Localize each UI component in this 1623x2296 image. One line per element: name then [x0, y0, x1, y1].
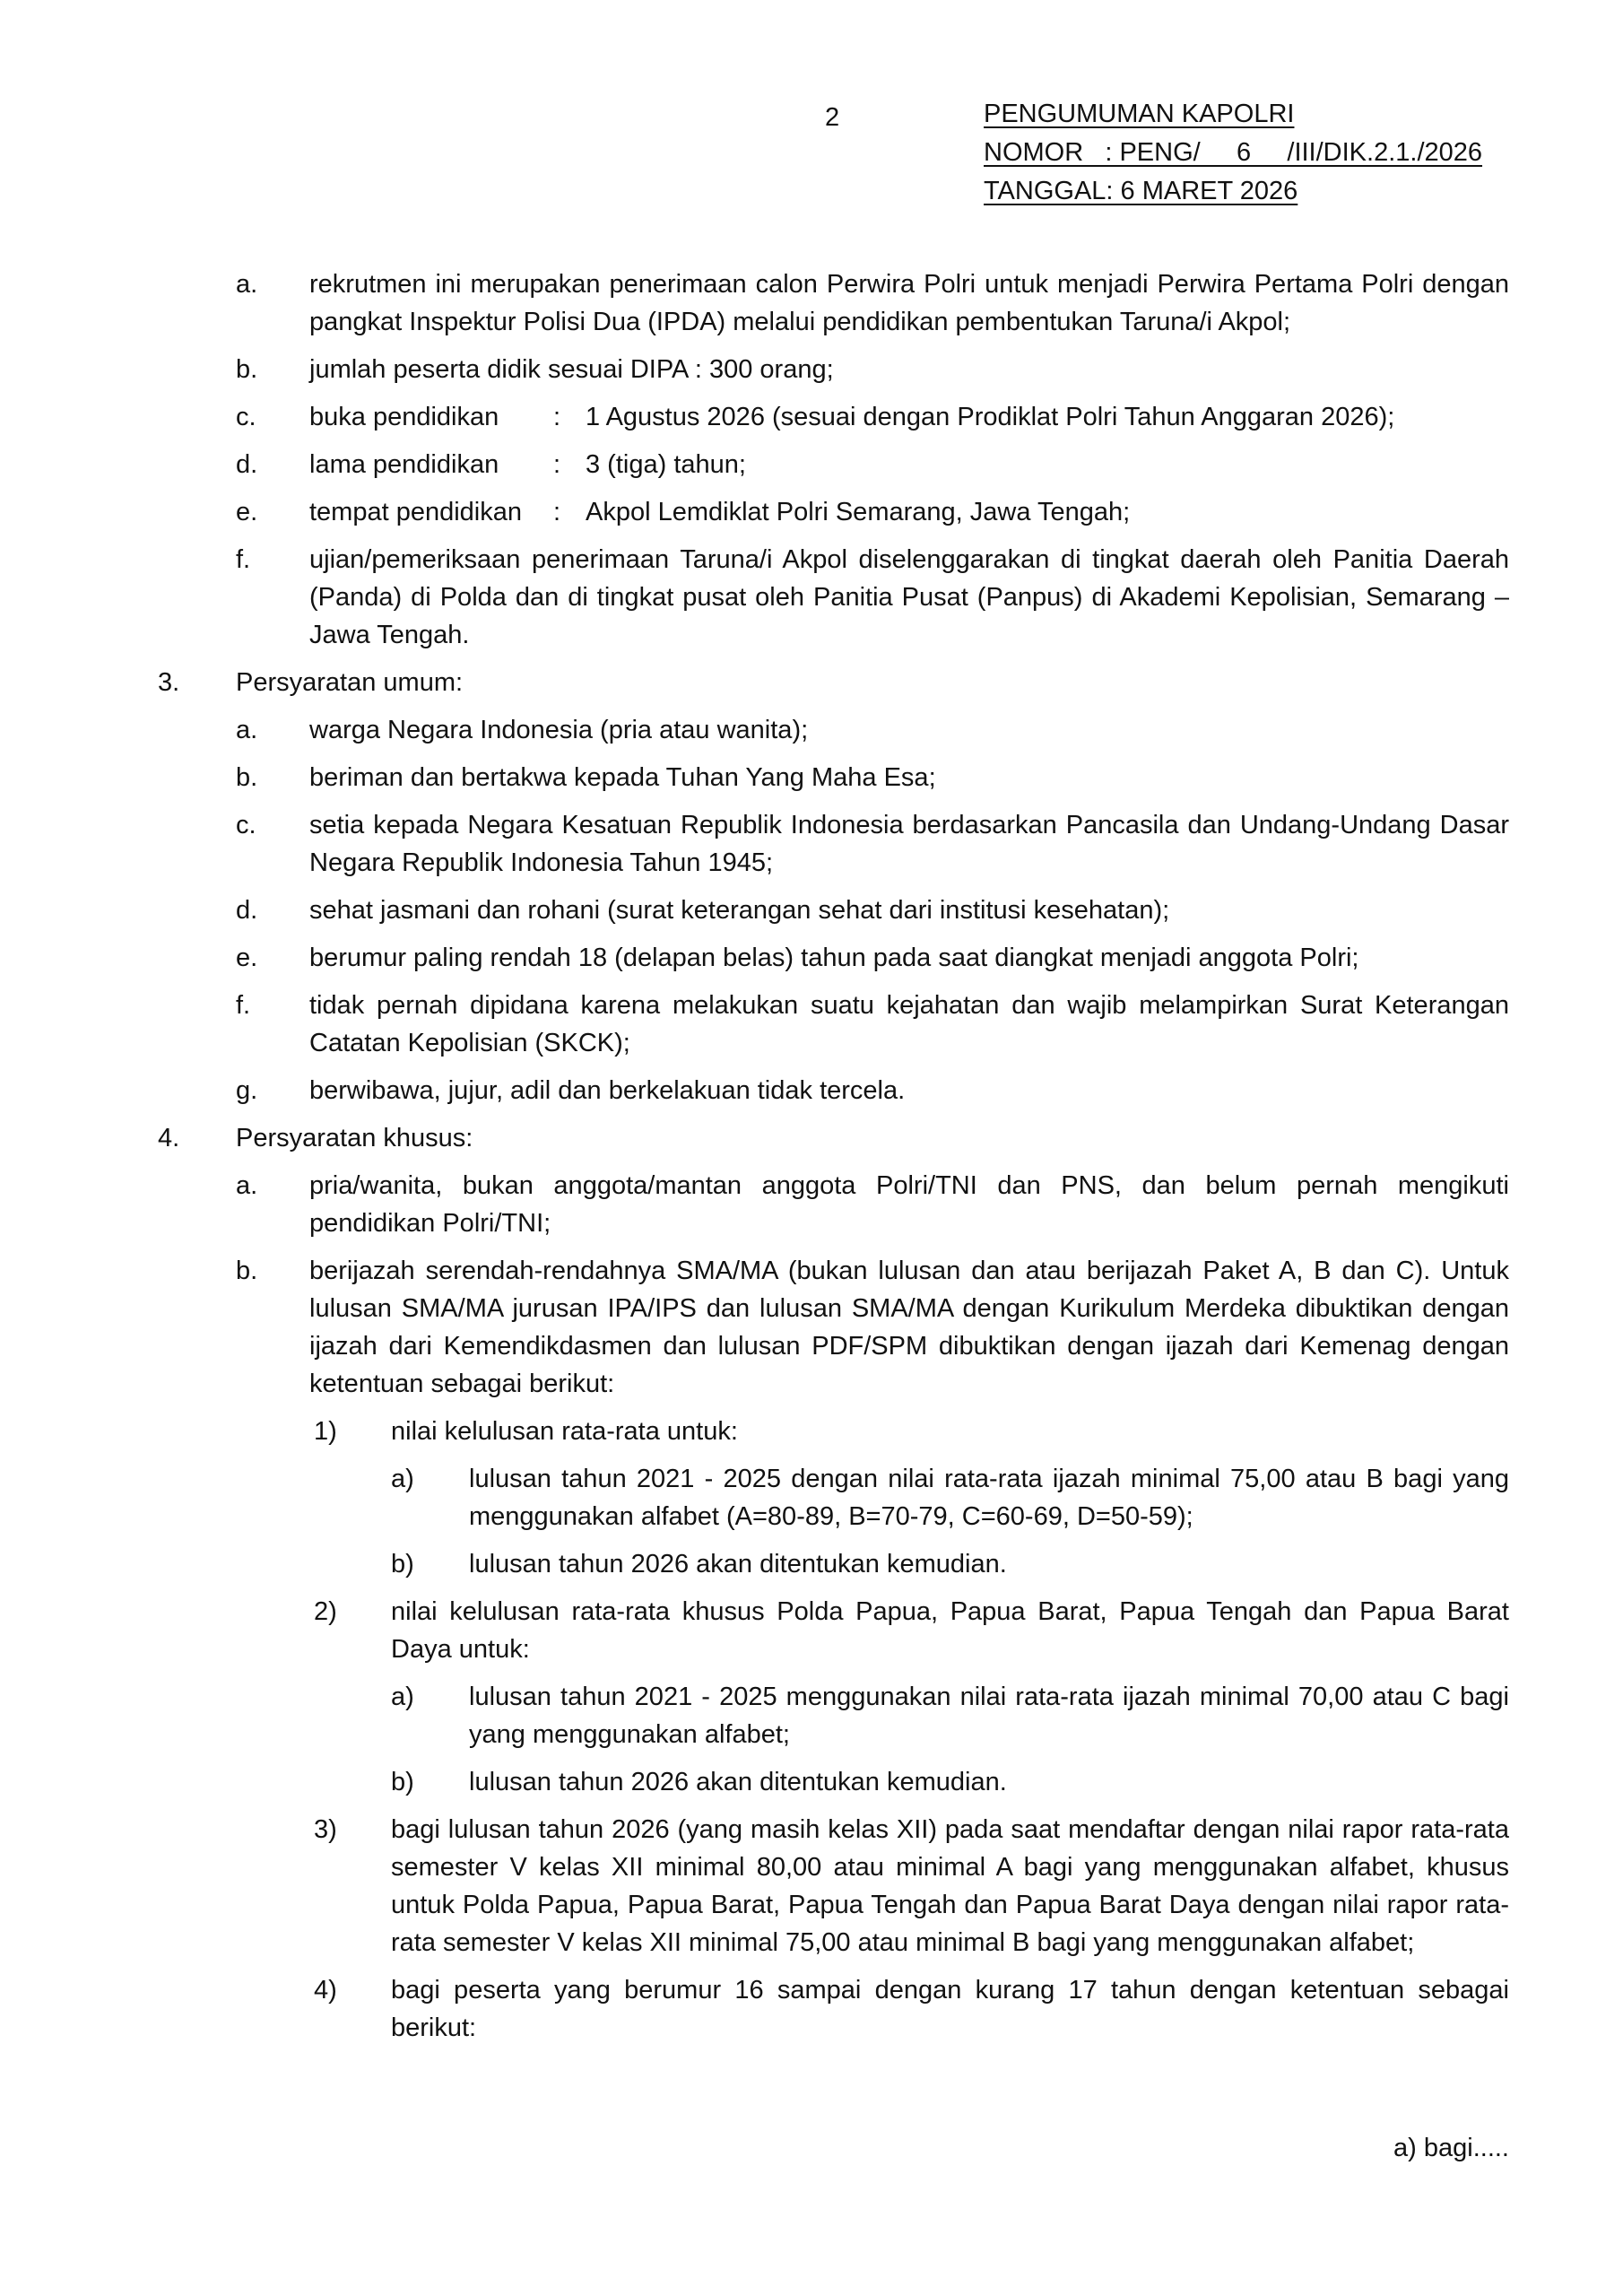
colon: :: [553, 498, 561, 526]
document-header: [984, 95, 1482, 211]
list-item: [158, 891, 1509, 929]
document-body: [158, 265, 1509, 2057]
list-item: [158, 1460, 1509, 1535]
item-text: warga Negara Indonesia (pria atau wanita);: [309, 716, 809, 744]
item-marker: b.: [236, 763, 258, 792]
item-text: nilai kelulusan rata-rata khusus Polda Papua, Papua Barat, Papua Tengah dan Papua Barat Daya untuk:: [391, 1597, 1509, 1664]
item-label: buka pendidikan: [309, 403, 499, 431]
list-item: [158, 1167, 1509, 1242]
list-item: [158, 987, 1509, 1062]
section-number: 3.: [158, 668, 180, 697]
item-marker: a): [391, 1683, 414, 1711]
list-item: [158, 1413, 1509, 1450]
section-title: Persyaratan khusus:: [236, 1124, 473, 1152]
item-text: beriman dan bertakwa kepada Tuhan Yang Maha Esa;: [309, 763, 936, 792]
item-marker: e.: [236, 944, 258, 972]
list-item: [158, 265, 1509, 341]
section-heading: [158, 1119, 1509, 1157]
item-text: pria/wanita, bukan anggota/mantan anggota Polri/TNI dan PNS, dan belum pernah mengikuti pendidikan Polri/TNI;: [309, 1171, 1509, 1238]
list-item: [158, 711, 1509, 749]
list-item: [158, 1811, 1509, 1961]
list-item: [158, 446, 1509, 483]
item-text: jumlah peserta didik sesuai DIPA : 300 orang;: [309, 355, 834, 384]
list-item: [158, 1763, 1509, 1801]
list-item: [158, 759, 1509, 796]
header-number: NOMOR : PENG/ 6 /III/DIK.2.1./2026: [984, 138, 1483, 167]
list-item: [158, 1678, 1509, 1753]
item-text: 3 (tiga) tahun;: [586, 450, 746, 479]
item-marker: a): [391, 1465, 414, 1493]
item-marker: g.: [236, 1076, 258, 1105]
item-marker: d.: [236, 896, 258, 925]
page-number: 2: [825, 103, 840, 132]
item-text: bagi lulusan tahun 2026 (yang masih kelas XII) pada saat mendaftar dengan nilai rapor rata-rata semester V kelas XII minimal 80,00 atau minimal A bagi yang menggunakan alfabet, khusus untuk Polda Papua, Papua Barat, Papua Tengah dan Papua Barat Daya dengan nilai rapor rata-rata semester V kelas XII minimal 75,00 atau minimal B bagi yang menggunakan alfabet;: [391, 1815, 1509, 1957]
list-item: [158, 1593, 1509, 1668]
item-text: lulusan tahun 2026 akan ditentukan kemudian.: [469, 1550, 1007, 1578]
item-label: lama pendidikan: [309, 450, 499, 479]
section-title: Persyaratan umum:: [236, 668, 464, 697]
colon: :: [553, 403, 561, 431]
section-number: 4.: [158, 1124, 180, 1152]
header-title: PENGUMUMAN KAPOLRI: [984, 100, 1295, 128]
item-text: 1 Agustus 2026 (sesuai dengan Prodiklat Polri Tahun Anggaran 2026);: [586, 403, 1395, 431]
item-text: tidak pernah dipidana karena melakukan suatu kejahatan dan wajib melampirkan Surat Keterangan Catatan Kepolisian (SKCK);: [309, 991, 1509, 1057]
list-item: [158, 1072, 1509, 1109]
item-marker: 3): [314, 1815, 337, 1844]
item-marker: c.: [236, 811, 256, 839]
item-marker: c.: [236, 403, 256, 431]
item-text: lulusan tahun 2021 - 2025 menggunakan nilai rata-rata ijazah minimal 70,00 atau C bagi yang menggunakan alfabet;: [469, 1683, 1509, 1749]
section-heading: [158, 664, 1509, 701]
item-text: sehat jasmani dan rohani (surat keterangan sehat dari institusi kesehatan);: [309, 896, 1170, 925]
item-marker: b.: [236, 1257, 258, 1285]
list-item: [158, 493, 1509, 531]
item-marker: b.: [236, 355, 258, 384]
list-item: [158, 806, 1509, 882]
item-text: Akpol Lemdiklat Polri Semarang, Jawa Tengah;: [586, 498, 1131, 526]
item-text: rekrutmen ini merupakan penerimaan calon Perwira Polri untuk menjadi Perwira Pertama Polri dengan pangkat Inspektur Polisi Dua (IPDA) melalui pendidikan pembentukan Taruna/i Akpol;: [309, 270, 1509, 336]
item-text: berwibawa, jujur, adil dan berkelakuan tidak tercela.: [309, 1076, 906, 1105]
item-marker: a.: [236, 1171, 258, 1200]
item-marker: b): [391, 1550, 414, 1578]
colon: :: [553, 450, 561, 479]
continuation-text: a) bagi.....: [1393, 2134, 1509, 2162]
list-item: [158, 351, 1509, 388]
item-label: tempat pendidikan: [309, 498, 522, 526]
item-marker: 1): [314, 1417, 337, 1446]
list-item: [158, 1971, 1509, 2047]
item-text: berijazah serendah-rendahnya SMA/MA (bukan lulusan dan atau berijazah Paket A, B dan C). Untuk lulusan SMA/MA jurusan IPA/IPS dan lulusan SMA/MA dengan Kurikulum Merdeka dibuktikan dengan ijazah dari Kemendikdasmen dan lulusan PDF/SPM dibuktikan dengan ijazah dari Kemenag dengan ketentuan sebagai berikut:: [309, 1257, 1509, 1398]
list-item: [158, 1545, 1509, 1583]
item-text: lulusan tahun 2021 - 2025 dengan nilai rata-rata ijazah minimal 75,00 atau B bagi yang menggunakan alfabet (A=80-89, B=70-79, C=60-69, D=50-59);: [469, 1465, 1509, 1531]
item-marker: 2): [314, 1597, 337, 1626]
list-item: [158, 398, 1509, 436]
item-marker: f.: [236, 545, 251, 574]
item-text: lulusan tahun 2026 akan ditentukan kemudian.: [469, 1768, 1007, 1796]
item-text: berumur paling rendah 18 (delapan belas) tahun pada saat diangkat menjadi anggota Polri;: [309, 944, 1359, 972]
item-text: nilai kelulusan rata-rata untuk:: [391, 1417, 738, 1446]
header-date: TANGGAL: 6 MARET 2026: [984, 177, 1298, 205]
item-text: ujian/pemeriksaan penerimaan Taruna/i Akpol diselenggarakan di tingkat daerah oleh Panitia Daerah (Panda) di Polda dan di tingkat pusat oleh Panitia Pusat (Panpus) di Akademi Kepolisian, Semarang – Jawa Tengah.: [309, 545, 1509, 649]
item-text: setia kepada Negara Kesatuan Republik Indonesia berdasarkan Pancasila dan Undang-Undang Dasar Negara Republik Indonesia Tahun 1945;: [309, 811, 1509, 877]
item-marker: a.: [236, 716, 258, 744]
item-marker: e.: [236, 498, 258, 526]
item-marker: 4): [314, 1976, 337, 2005]
list-item: [158, 541, 1509, 654]
item-marker: a.: [236, 270, 258, 299]
list-item: [158, 939, 1509, 977]
item-marker: b): [391, 1768, 414, 1796]
item-text: bagi peserta yang berumur 16 sampai dengan kurang 17 tahun dengan ketentuan sebagai berikut:: [391, 1976, 1509, 2042]
item-marker: d.: [236, 450, 258, 479]
item-marker: f.: [236, 991, 251, 1020]
list-item: [158, 1252, 1509, 1403]
